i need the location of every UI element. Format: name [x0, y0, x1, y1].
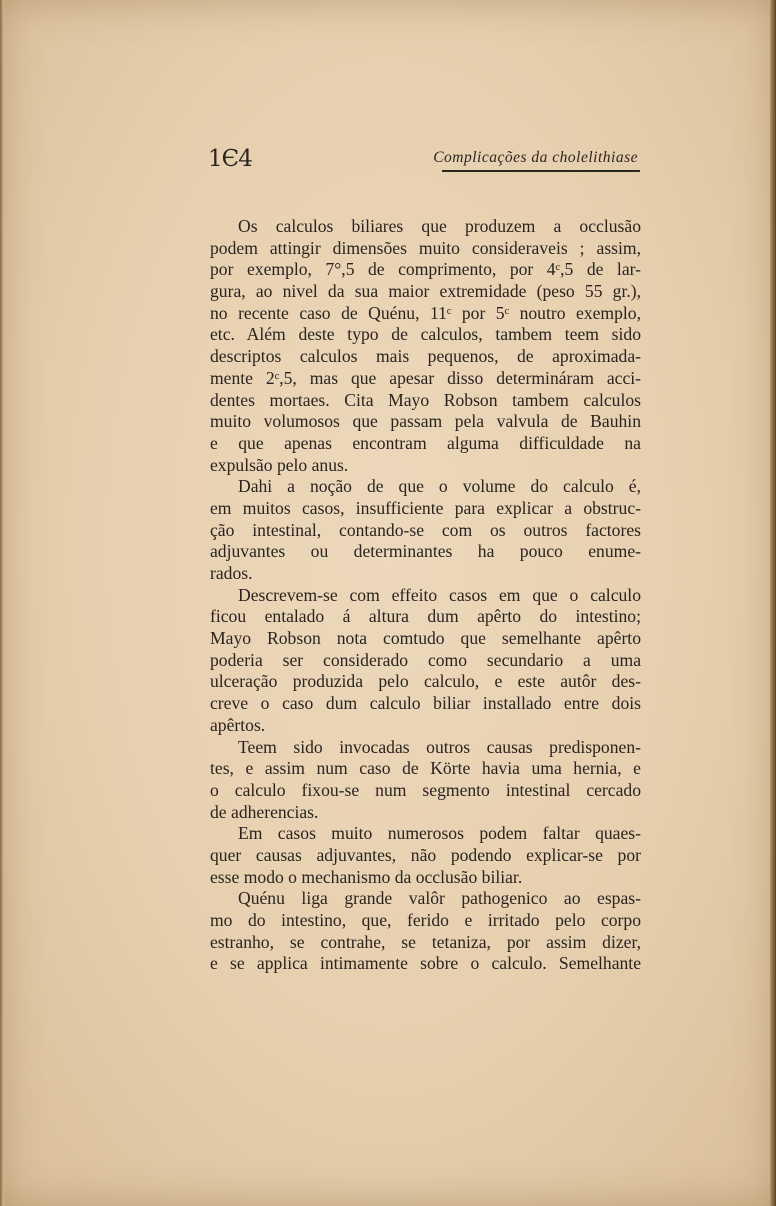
text-line: Em casos muito numerosos podem faltar quaes-	[238, 823, 641, 844]
text-line: rados.	[210, 563, 253, 583]
text-line: Quénu liga grande valôr pathogenico ao espas-	[238, 888, 641, 909]
text-line: Dahi a noção de que o volume do calculo é,	[238, 476, 641, 497]
text-line: gura, ao nivel da sua maior extremidade (peso 55 gr.),	[210, 281, 641, 302]
page-left-edge	[0, 0, 4, 1206]
text-line: dentes mortaes. Cita Mayo Robson tambem calculos	[210, 389, 641, 410]
text-line: em muitos casos, insufficiente para explicar a obstruc-	[210, 497, 641, 518]
text-line: Os calculos biliares que produzem a occlusão	[238, 216, 641, 236]
body-text	[210, 216, 641, 975]
text-line: de adherencias.	[210, 801, 319, 822]
page-right-edge	[770, 0, 776, 1206]
text-line: Descrevem-se com effeito casos em que o calculo	[238, 584, 641, 605]
text-line: muito volumosos que passam pela valvula de Bauhin	[210, 411, 641, 432]
text-line: Teem sido invocadas outros causas predisponen-	[238, 736, 641, 757]
text-line: e que apenas encontram alguma difficuldade na	[210, 432, 641, 453]
text-line: mente 2ᶜ,5, mas que apesar disso determináram acci-	[210, 367, 641, 388]
text-line: mo do intestino, que, ferido e irritado pelo corpo	[210, 910, 641, 930]
text-line: adjuvantes ou determinantes ha pouco enume-	[210, 541, 641, 562]
text-line: o calculo fixou-se num segmento intestinal cercado	[210, 779, 641, 800]
text-line: no recente caso de Quénu, 11ᶜ por 5ᶜ noutro exemplo,	[210, 302, 641, 323]
text-line: esse modo o mechanismo da occlusão biliar.	[210, 866, 523, 887]
text-line: e se applica intimamente sobre o calculo. Semelhante	[210, 953, 641, 974]
text-line: quer causas adjuvantes, não podendo explicar-se por	[210, 844, 641, 865]
page-header	[208, 146, 640, 176]
text-line: ficou entalado á altura dum apêrto do intestino;	[210, 606, 641, 627]
text-line: poderia ser considerado como secundario a uma	[210, 649, 641, 670]
text-line: podem attingir dimensões muito consideraveis ; assim,	[210, 237, 641, 258]
text-line: Mayo Robson nota comtudo que semelhante apêrto	[210, 628, 641, 649]
header-rule	[442, 170, 640, 172]
text-line: estranho, se contrahe, se tetaniza, por assim dizer,	[210, 931, 641, 952]
text-line: ulceração produzida pelo calculo, e este autôr des-	[210, 671, 641, 692]
running-head: Complicações da cholelithiase	[433, 149, 638, 166]
text-line: apêrtos.	[210, 714, 266, 735]
text-line: tes, e assim num caso de Körte havia uma hernia, e	[210, 758, 641, 779]
text-line: ção intestinal, contando-se com os outros factores	[210, 519, 641, 540]
text-line: creve o caso dum calculo biliar installado entre dois	[210, 693, 641, 714]
text-line: etc. Além deste typo de calculos, tambem teem sido	[210, 324, 641, 345]
text-line: descriptos calculos mais pequenos, de aproximada-	[210, 346, 641, 367]
page-number: 1Є4	[208, 146, 252, 172]
text-line: expulsão pelo anus.	[210, 454, 349, 475]
text-line: por exemplo, 7°,5 de comprimento, por 4ᶜ,5 de lar-	[210, 259, 641, 280]
